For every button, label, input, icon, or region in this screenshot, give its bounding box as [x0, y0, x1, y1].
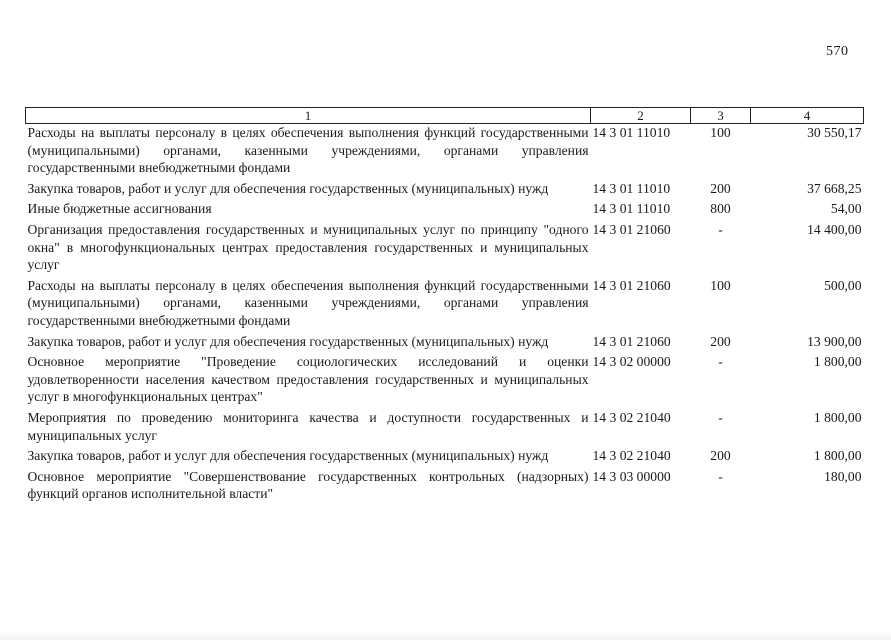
row-type: - [718, 221, 723, 237]
column-header-type: 3 [691, 108, 751, 124]
row-name: Закупка товаров, работ и услуг для обеспечения государственных (муниципальных) нужд [27, 180, 549, 196]
table-row [26, 333, 864, 354]
row-name: Закупка товаров, работ и услуг для обеспечения государственных (муниципальных) нужд [27, 333, 549, 349]
row-type: - [718, 468, 723, 484]
row-type: 200 [710, 448, 731, 464]
row-name: Основное мероприятие "Совершенствование государственных контрольных (надзорных) функций органов исполнительной власти" [27, 468, 589, 502]
row-code: 14 3 01 11010 [592, 201, 671, 217]
row-code: 14 3 01 11010 [592, 125, 671, 140]
row-name: Расходы на выплаты персоналу в целях обеспечения выполнения функций государственными (муниципальными) органами, казенными учреждениями, органами управления государственными внебюджетными фондами [27, 125, 589, 176]
column-header-code: 2 [591, 108, 691, 124]
table-row [26, 353, 864, 409]
row-type: 200 [710, 333, 731, 349]
row-code: 14 3 02 21040 [592, 448, 671, 464]
table-body [26, 124, 864, 506]
table-row [26, 468, 864, 506]
row-type: 800 [710, 201, 731, 217]
row-sum: 14 400,00 [807, 221, 862, 237]
column-header-name: 1 [26, 108, 591, 124]
row-sum: 1 800,00 [813, 409, 862, 425]
table-row [26, 409, 864, 447]
row-code: 14 3 02 21040 [592, 409, 671, 425]
scan-edge-shadow [0, 632, 891, 640]
row-name: Основное мероприятие "Проведение социологических исследований и оценки удовлетворенности населения качеством предоставления государственных и муниципальных услуг в многофункциональных центрах" [27, 354, 589, 405]
row-code: 14 3 01 21060 [592, 221, 671, 237]
table-row [26, 180, 864, 201]
row-type: 200 [710, 180, 731, 196]
row-sum: 500,00 [824, 277, 862, 293]
row-sum: 54,00 [830, 201, 862, 217]
header-row [26, 108, 864, 124]
budget-table [25, 107, 864, 506]
column-header-sum: 4 [751, 108, 864, 124]
row-type: 100 [710, 125, 731, 140]
row-sum: 37 668,25 [807, 180, 862, 196]
row-code: 14 3 02 00000 [592, 354, 671, 370]
table-row [26, 277, 864, 333]
row-name: Организация предоставления государственных и муниципальных услуг по принципу "одного окна" в многофункциональных центрах предоставления государственных и муниципальных услуг [27, 221, 589, 273]
table-row [26, 124, 864, 180]
row-code: 14 3 01 21060 [592, 333, 671, 349]
row-sum: 180,00 [824, 468, 862, 484]
row-name: Закупка товаров, работ и услуг для обеспечения государственных (муниципальных) нужд [27, 448, 549, 464]
row-type: - [718, 354, 723, 370]
row-sum: 1 800,00 [813, 448, 862, 464]
row-code: 14 3 01 11010 [592, 180, 671, 196]
row-name: Мероприятия по проведению мониторинга качества и доступности государственных и муниципальных услуг [27, 409, 589, 443]
row-sum: 1 800,00 [813, 354, 862, 370]
row-sum: 30 550,17 [807, 125, 862, 140]
row-sum: 13 900,00 [807, 333, 862, 349]
table-row [26, 221, 864, 277]
row-type: - [718, 409, 723, 425]
page-number: 570 [826, 44, 849, 59]
row-name: Расходы на выплаты персоналу в целях обеспечения выполнения функций государственными (муниципальными) органами, казенными учреждениями, органами управления государственными внебюджетными фондами [27, 277, 589, 328]
row-code: 14 3 03 00000 [592, 468, 671, 484]
table-header [26, 108, 864, 124]
row-type: 100 [710, 277, 731, 293]
row-name: Иные бюджетные ассигнования [27, 201, 212, 217]
table-row [26, 200, 864, 221]
row-code: 14 3 01 21060 [592, 277, 671, 293]
table-row [26, 447, 864, 468]
